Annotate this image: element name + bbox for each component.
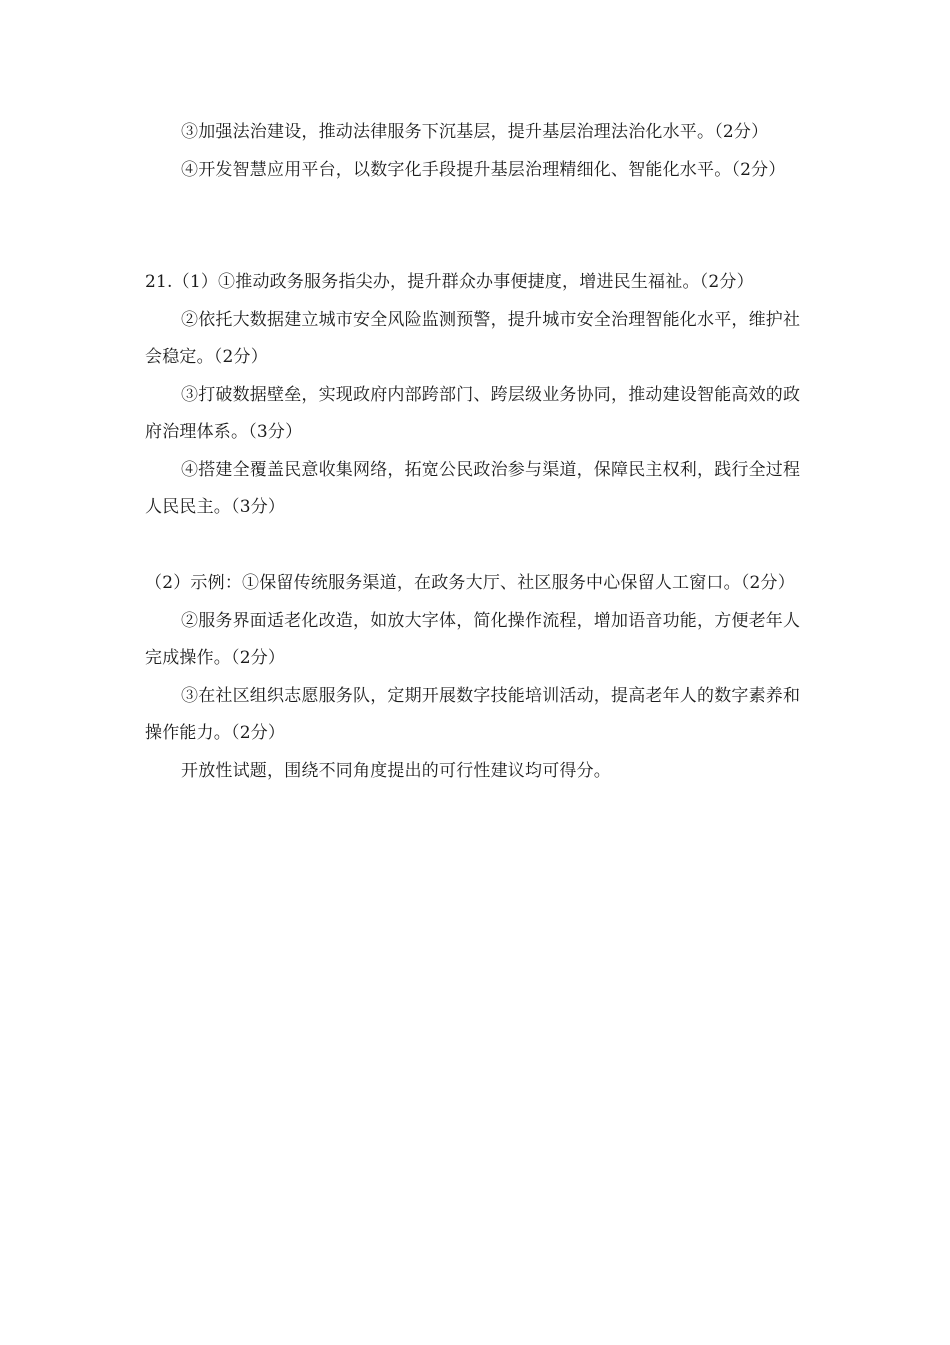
question-21-lead: 21.（1）①推动政务服务指尖办，提升群众办事便捷度，增进民生福祉。（2分）: [145, 272, 754, 292]
answer-item: ③在社区组织志愿服务队，定期开展数字技能培训活动，提高老年人的数字素养和操作能力。（2分）: [145, 685, 801, 743]
question-21-part-2: [145, 565, 815, 790]
previous-question-answers: [145, 114, 810, 189]
answer-item: ②依托大数据建立城市安全风险监测预警，提升城市安全治理智能化水平，维护社会稳定。（2分）: [145, 309, 801, 367]
answer-item: ③加强法治建设，推动法律服务下沉基层，提升基层治理法治化水平。（2分）: [181, 122, 769, 142]
question-21-part-1: [145, 264, 815, 527]
grading-note: 开放性试题，围绕不同角度提出的可行性建议均可得分。: [181, 760, 611, 781]
answer-item: ④开发智慧应用平台，以数字化手段提升基层治理精细化、智能化水平。（2分）: [181, 159, 786, 180]
answer-item: ③打破数据壁垒，实现政府内部跨部门、跨层级业务协同，推动建设智能高效的政府治理体系。（3分）: [145, 384, 801, 442]
answer-item: ②服务界面适老化改造，如放大字体，简化操作流程，增加语音功能，方便老年人完成操作。（2分）: [145, 610, 801, 668]
answer-item: ④搭建全覆盖民意收集网络，拓宽公民政治参与渠道，保障民主权利，践行全过程人民民主。（3分）: [145, 459, 801, 517]
question-21-part-2-lead: （2）示例：①保留传统服务渠道，在政务大厅、社区服务中心保留人工窗口。（2分）: [145, 573, 795, 593]
